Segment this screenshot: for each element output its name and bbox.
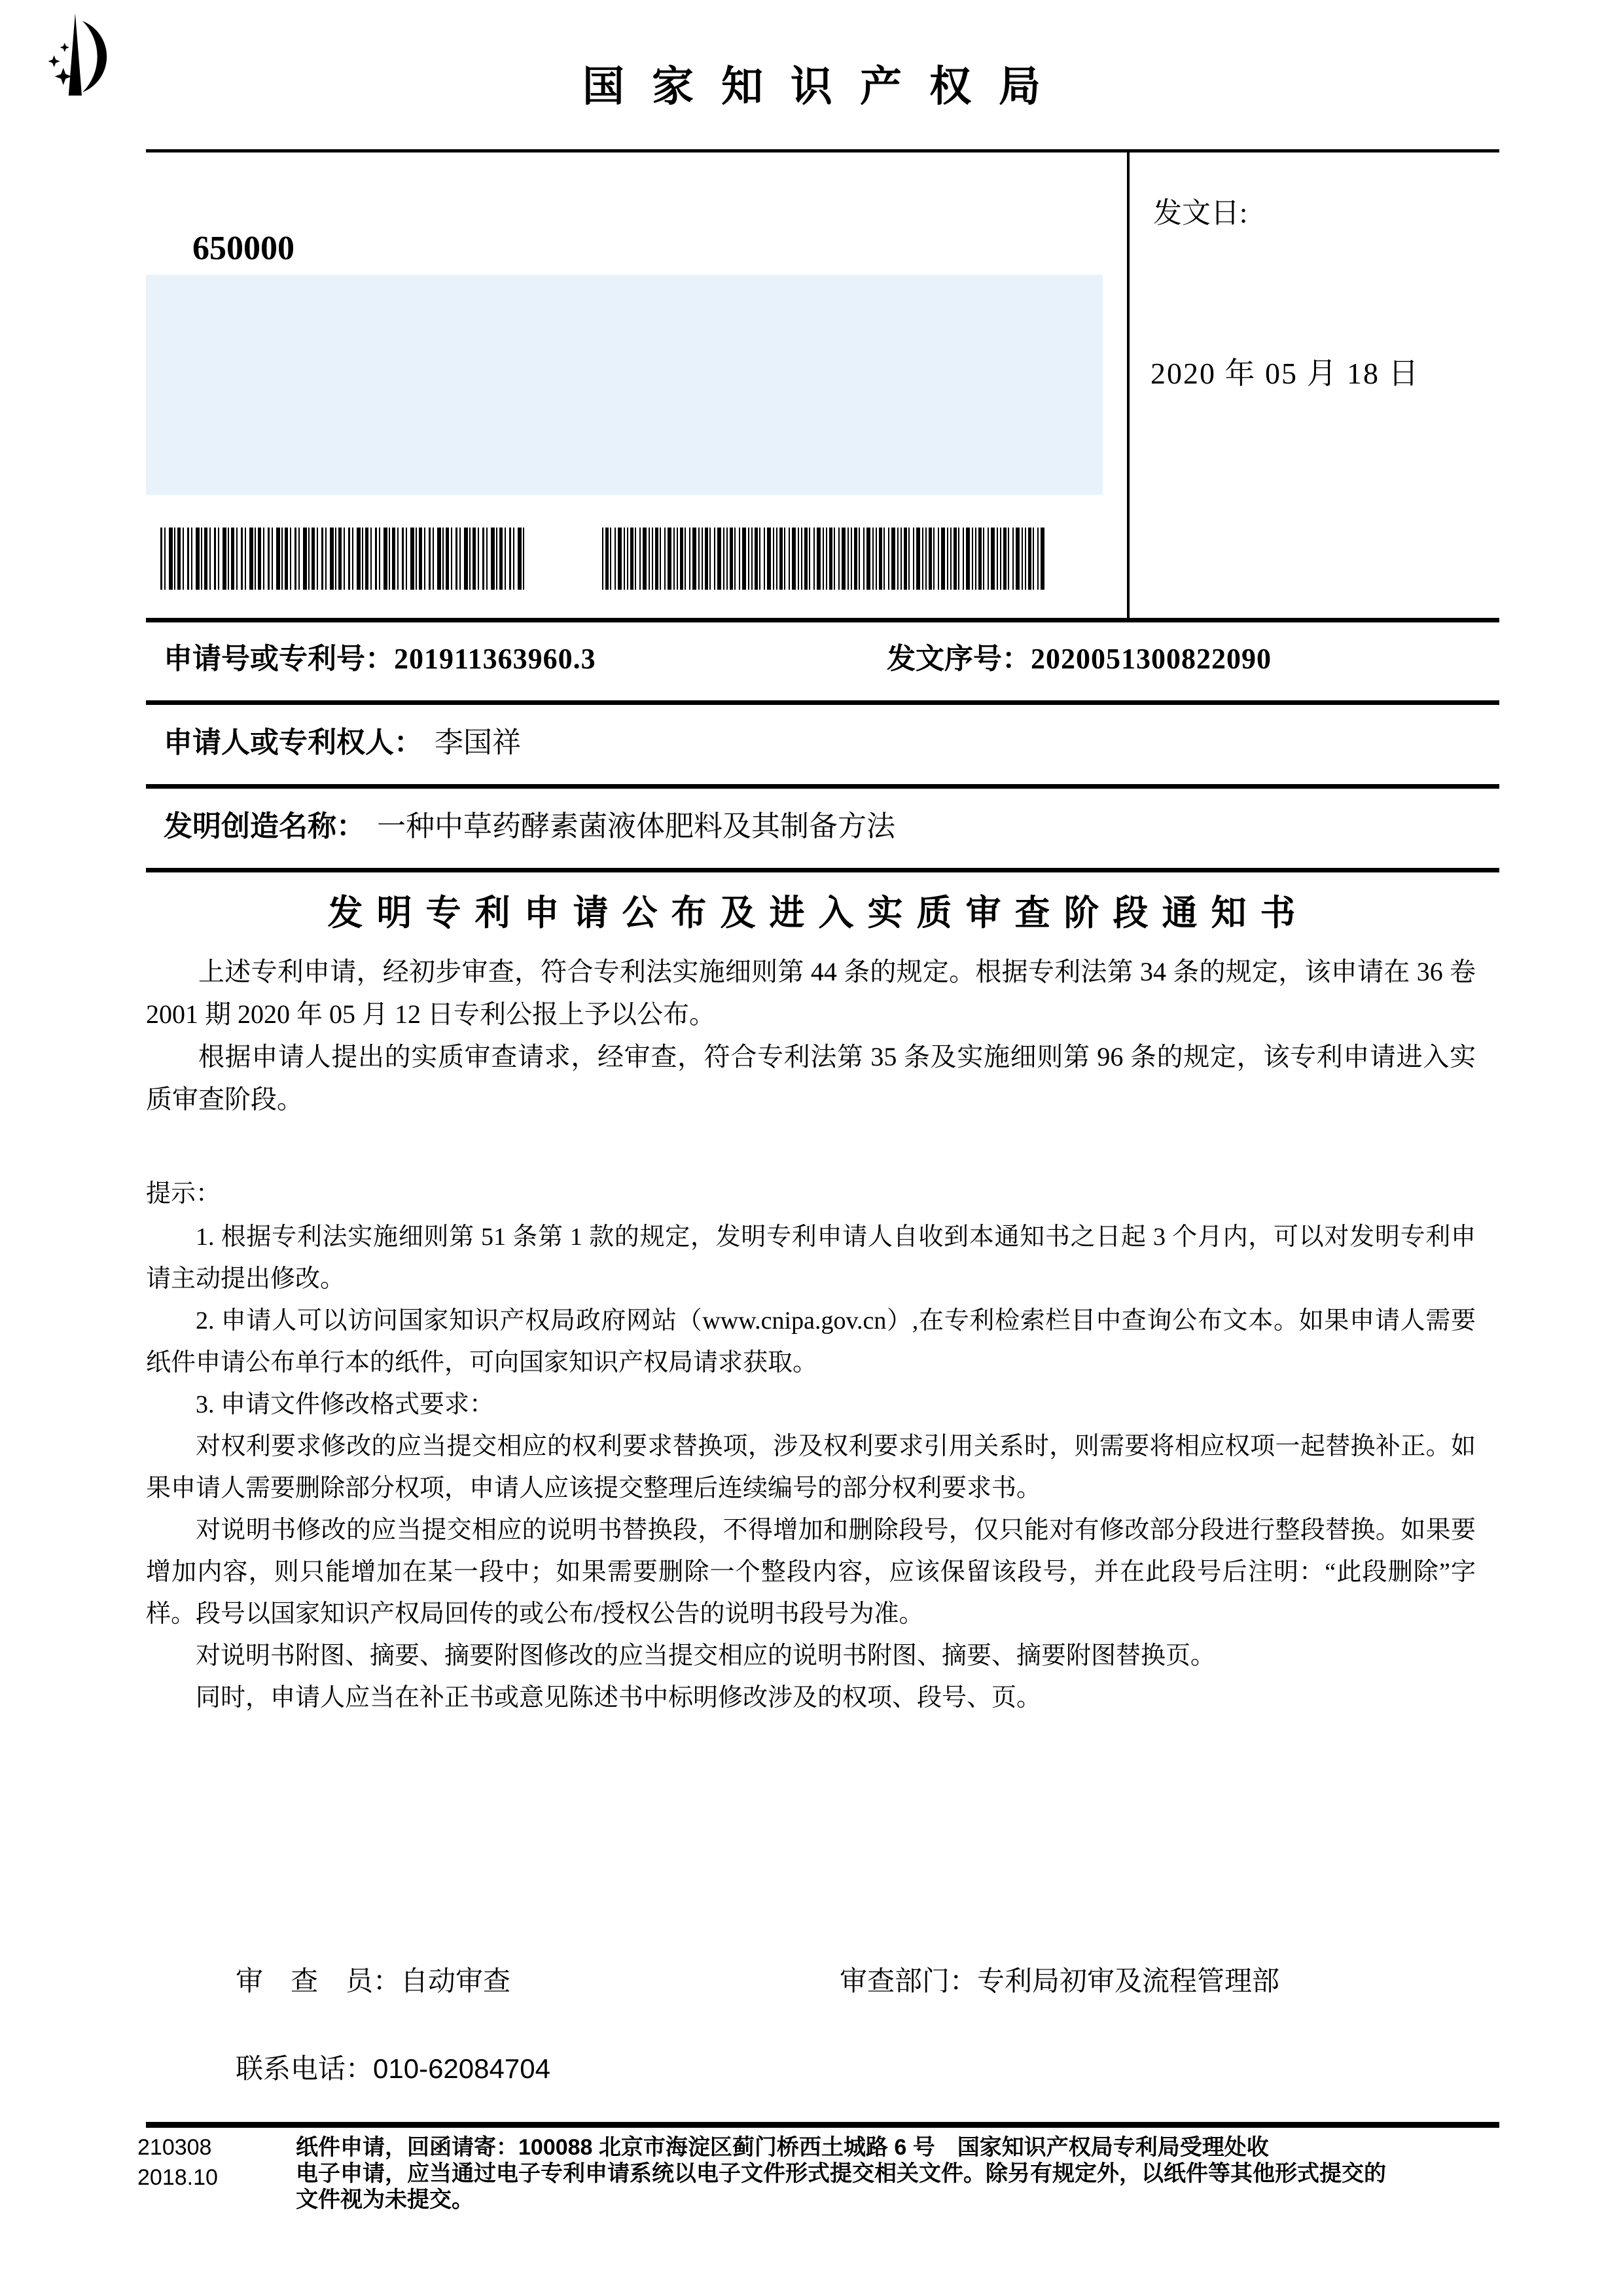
applicant-row	[164, 719, 1492, 761]
contact-phone-row	[236, 2053, 550, 2085]
footer-line: 纸件申请，回函请寄：100088 北京市海淀区蓟门桥西土城路 6 号 国家知识产权局专利局受理处收	[296, 2135, 1269, 2160]
invention-title-label: 发明创造名称：	[164, 810, 365, 842]
tip-item: 3. 申请文件修改格式要求：	[196, 1391, 495, 1418]
body-paragraph: 根据申请人提出的实质审查请求，经审查，符合专利法第 35 条及实施细则第 96 条的规定，该专利申请进入实质审查阶段。	[146, 1042, 1476, 1114]
footer-instructions	[296, 2135, 1505, 2214]
footer-line: 电子申请，应当通过电子专利申请系统以电子文件形式提交相关文件。除另有规定外，以纸件等其他形式提交的	[296, 2161, 1386, 2186]
postal-code: 650000	[192, 230, 294, 267]
address-window	[146, 275, 1103, 495]
invention-title-row	[164, 802, 1492, 844]
invention-title-value: 一种中草药酵素菌液体肥料及其制备方法	[377, 810, 895, 842]
examiner-row	[236, 1965, 510, 1998]
tip-item: 2. 申请人可以访问国家知识产权局政府网站（www.cnipa.gov.cn）,在专利检索栏目中查询公布文本。如果申请人需要纸件申请公布单行本的纸件，可向国家知识产权局请求获取。	[146, 1307, 1476, 1376]
agency-title: 国家知识产权局	[582, 63, 1068, 110]
form-code: 210308	[137, 2135, 212, 2160]
divider	[146, 784, 1499, 789]
divider	[146, 700, 1499, 705]
issue-date-box-divider	[1127, 149, 1130, 620]
divider	[146, 618, 1499, 622]
barcode-image	[160, 528, 524, 590]
contact-phone-label: 联系电话：	[236, 2053, 374, 2084]
barcode-image	[602, 528, 1044, 590]
tip-item: 对说明书修改的应当提交相应的说明书替换段，不得增加和删除段号，仅只能对有修改部分段进行整段替换。如果要增加内容，则只能增加在某一段中；如果需要删除一个整段内容，应该保留该段号，并在此段号后注明：“此段删除”字样。段号以国家知识产权局回传的或公布/授权公告的说明书段号为准。	[146, 1516, 1476, 1628]
application-number-row	[164, 635, 1492, 677]
form-codes	[137, 2135, 296, 2214]
tip-item: 同时，申请人应当在补正书或意见陈述书中标明修改涉及的权项、段号、页。	[196, 1684, 1042, 1712]
applicant-label: 申请人或专利权人：	[164, 726, 423, 759]
dispatch-number-group	[887, 635, 1272, 677]
notice-title: 发明专利申请公布及进入实质审查阶段通知书	[327, 893, 1310, 933]
department-label: 审查部门：	[840, 1965, 978, 1996]
contact-phone-value: 010-62084704	[373, 2053, 550, 2084]
footer-divider	[146, 2122, 1499, 2128]
footer-line: 文件视为未提交。	[296, 2187, 474, 2212]
tip-item: 对说明书附图、摘要、摘要附图修改的应当提交相应的说明书附图、摘要、摘要附图替换页。	[196, 1642, 1216, 1670]
footer	[137, 2135, 1505, 2214]
examiner-value: 自动审查	[401, 1965, 511, 1996]
header-divider	[146, 149, 1499, 152]
body-paragraph: 上述专利申请，经初步审查，符合专利法实施细则第 44 条的规定。根据专利法第 34 条的规定，该申请在 36 卷 2001 期 2020 年 05 月 12 日专利公报上予以公布。	[146, 957, 1476, 1029]
form-version: 2018.10	[137, 2165, 218, 2190]
application-number-value: 201911363960.3	[394, 643, 596, 675]
dispatch-number-value: 2020051300822090	[1031, 643, 1272, 675]
divider	[146, 868, 1499, 872]
application-number-label: 申请号或专利号：	[164, 643, 394, 675]
issue-date-label: 发文日:	[1153, 197, 1248, 229]
tip-item: 对权利要求修改的应当提交相应的权利要求替换项，涉及权利要求引用关系时，则需要将相应权项一起替换补正。如果申请人需要删除部分权项，申请人应该提交整理后连续编号的部分权利要求书。	[146, 1433, 1476, 1502]
applicant-value: 李国祥	[435, 726, 521, 759]
dispatch-number-label: 发文序号：	[887, 643, 1031, 675]
tips-heading: 提示：	[146, 1180, 221, 1208]
examiner-label: 审 查 员：	[236, 1965, 401, 1996]
department-row	[840, 1965, 1279, 1998]
issue-date-value: 2020 年 05 月 18 日	[1150, 357, 1420, 390]
notice-body	[146, 950, 1476, 1719]
tip-item: 1. 根据专利法实施细则第 51 条第 1 款的规定，发明专利申请人自收到本通知书之日起 3 个月内，可以对发明专利申请主动提出修改。	[146, 1223, 1476, 1293]
department-value: 专利局初审及流程管理部	[977, 1965, 1280, 1996]
